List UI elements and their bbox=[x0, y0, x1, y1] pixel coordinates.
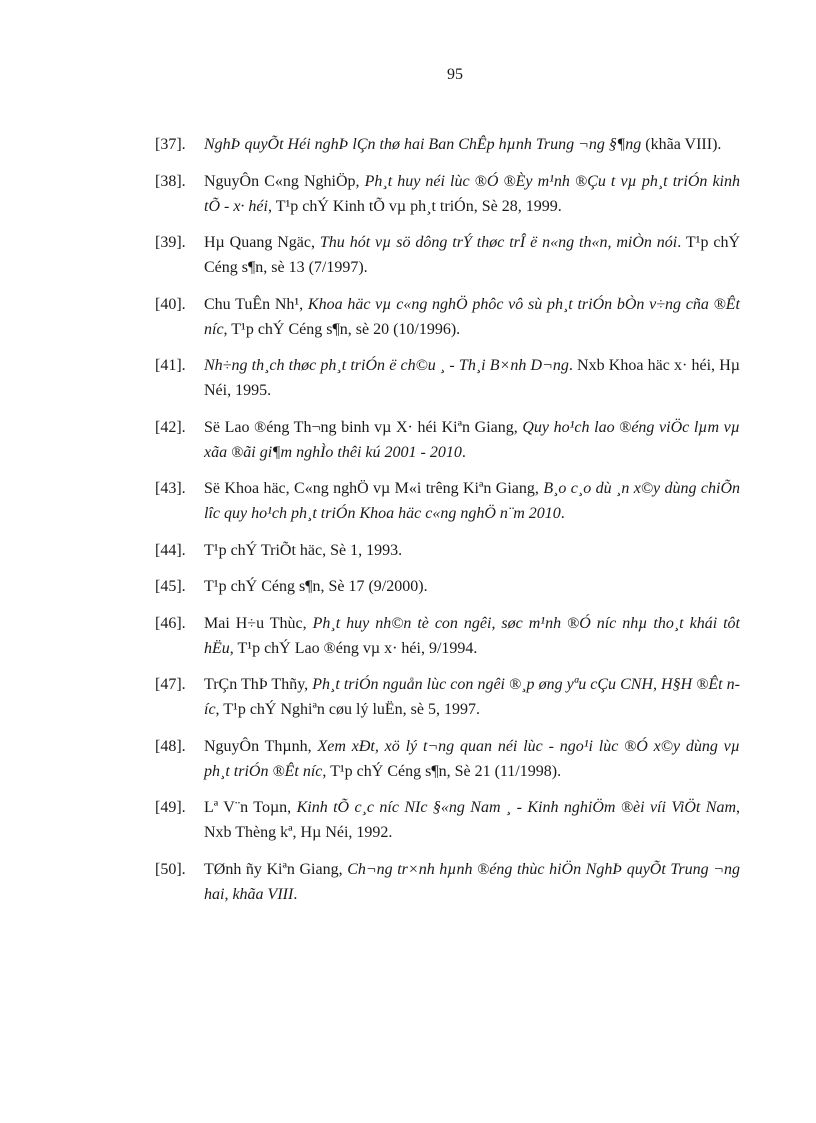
reference-item bbox=[155, 230, 740, 280]
reference-title: B¸o c¸o dù ¸n x©y dùng chiÕn lîc quy ho¹ch ph¸t triÓn Khoa häc c«ng nghÖ n¨m 2010 bbox=[204, 480, 740, 522]
reference-author: Lª V¨n Toµn, bbox=[204, 799, 297, 816]
reference-title: Ph¸t triÓn nguån lùc con ngêi ®¸p øng yªu cÇu CNH, H§H ®Êt níc bbox=[204, 676, 740, 718]
reference-title: Xem xÐt, xö lý t¬ng quan néi lùc - ngo¹i lùc ®Ó x©y dùng vµ ph¸t triÓn ®Êt níc bbox=[204, 737, 741, 780]
reference-author: NguyÔn Thµnh, bbox=[204, 737, 318, 755]
reference-title: Ph¸t huy néi lùc ®Ó ®Èy m¹nh ®Çu t vµ ph¸t triÓn kinh tÕ - x· héi bbox=[204, 172, 741, 215]
reference-source: . bbox=[293, 885, 298, 903]
reference-item bbox=[155, 672, 740, 722]
reference-source: . Nxb Khoa häc x· héi, Hµ Néi, 1995. bbox=[204, 357, 740, 399]
reference-source: , T¹p chÝ Céng s¶n, sè 20 (10/1996). bbox=[223, 320, 461, 338]
reference-author: NguyÔn C«ng NghiÖp, bbox=[204, 172, 365, 190]
reference-item bbox=[155, 353, 740, 403]
reference-item bbox=[155, 132, 740, 157]
reference-list bbox=[155, 132, 740, 918]
reference-number: [49]. bbox=[155, 799, 186, 816]
reference-source: , T¹p chÝ Lao ®éng vµ x· héi, 9/1994. bbox=[229, 639, 478, 657]
reference-number: [37]. bbox=[155, 136, 186, 153]
reference-item bbox=[155, 734, 740, 784]
reference-title: Khoa häc vµ c«ng nghÖ phôc vô sù ph¸t triÓn bÒn v÷ng cña ®Êt níc bbox=[204, 295, 740, 338]
reference-title: Nh÷ng th¸ch thøc ph¸t triÓn ë ch©u ¸ - Th¸i B×nh D¬ng bbox=[204, 357, 569, 374]
reference-title: Thu hót vµ sö dông trÝ thøc trÎ ë n«ng th«n, miÒn nói bbox=[319, 234, 678, 251]
reference-source: . T¹p chÝ Céng s¶n, sè 13 (7/1997). bbox=[204, 234, 741, 276]
reference-source: , T¹p chÝ Céng s¶n, Sè 21 (11/1998). bbox=[322, 762, 562, 780]
reference-title: Ch¬ng tr×nh hµnh ®éng thùc hiÖn NghÞ quyÕt Trung ¬ng hai, khãa VIII bbox=[204, 860, 741, 903]
reference-item bbox=[155, 476, 740, 526]
reference-author: TØnh ñy Kiªn Giang, bbox=[204, 860, 348, 878]
reference-author: T¹p chÝ Céng s¶n, Sè 17 (9/2000). bbox=[204, 578, 428, 595]
reference-source: (khãa VIII). bbox=[641, 136, 722, 153]
reference-item bbox=[155, 415, 740, 465]
reference-author: T¹p chÝ TriÕt häc, Sè 1, 1993. bbox=[204, 541, 403, 559]
reference-author: Chu TuÊn Nh¹, bbox=[204, 295, 308, 313]
reference-source: , T¹p chÝ Kinh tÕ vµ ph¸t triÓn, Sè 28, 1999. bbox=[267, 197, 562, 215]
reference-number: [47]. bbox=[155, 676, 186, 693]
reference-author: TrÇn ThÞ Thñy, bbox=[204, 676, 313, 693]
reference-number: [41]. bbox=[155, 357, 186, 374]
reference-number: [44]. bbox=[155, 541, 186, 559]
page-number: 95 bbox=[447, 66, 463, 83]
reference-source: . bbox=[461, 443, 466, 461]
reference-item bbox=[155, 169, 740, 219]
reference-author: Së Lao ®éng Th¬ng binh vµ X· héi Kiªn Giang, bbox=[204, 418, 523, 436]
reference-item bbox=[155, 574, 740, 599]
reference-number: [46]. bbox=[155, 614, 186, 632]
reference-title: Kinh tÕ c¸c níc NIc §«ng Nam ¸ - Kinh nghiÖm ®èi víi ViÖt Nam bbox=[296, 799, 736, 816]
reference-item bbox=[155, 538, 740, 563]
reference-item bbox=[155, 795, 740, 845]
reference-number: [50]. bbox=[155, 860, 186, 878]
reference-number: [38]. bbox=[155, 172, 186, 190]
reference-source: , T¹p chÝ Nghiªn cøu lý luËn, sè 5, 1997. bbox=[215, 701, 480, 718]
reference-author: Së Khoa häc, C«ng nghÖ vµ M«i trêng Kiªn Giang, bbox=[204, 480, 544, 497]
reference-number: [42]. bbox=[155, 418, 186, 436]
reference-number: [43]. bbox=[155, 480, 186, 497]
reference-title: NghÞ quyÕt Héi nghÞ lÇn thø hai Ban ChÊp hµnh Trung ¬ng §¶ng bbox=[204, 136, 642, 153]
reference-author: Hµ Quang Ngäc, bbox=[204, 234, 320, 251]
reference-title: Ph¸t huy nh©n tè con ngêi, søc m¹nh ®Ó níc nhµ tho¸t khái tôt hËu bbox=[204, 614, 741, 657]
reference-number: [45]. bbox=[155, 578, 186, 595]
reference-number: [40]. bbox=[155, 295, 186, 313]
reference-item bbox=[155, 292, 740, 342]
reference-author: Mai H÷u Thùc, bbox=[204, 614, 313, 632]
reference-item bbox=[155, 857, 740, 907]
reference-source: . bbox=[560, 505, 565, 522]
reference-item bbox=[155, 611, 740, 661]
reference-number: [48]. bbox=[155, 737, 186, 755]
reference-number: [39]. bbox=[155, 234, 186, 251]
reference-title: Quy ho¹ch lao ®éng viÖc lµm vµ xãa ®ãi gi¶m nghÌo thêi kú 2001 - 2010 bbox=[204, 418, 740, 461]
reference-source: , Nxb Thèng kª, Hµ Néi, 1992. bbox=[204, 799, 740, 841]
